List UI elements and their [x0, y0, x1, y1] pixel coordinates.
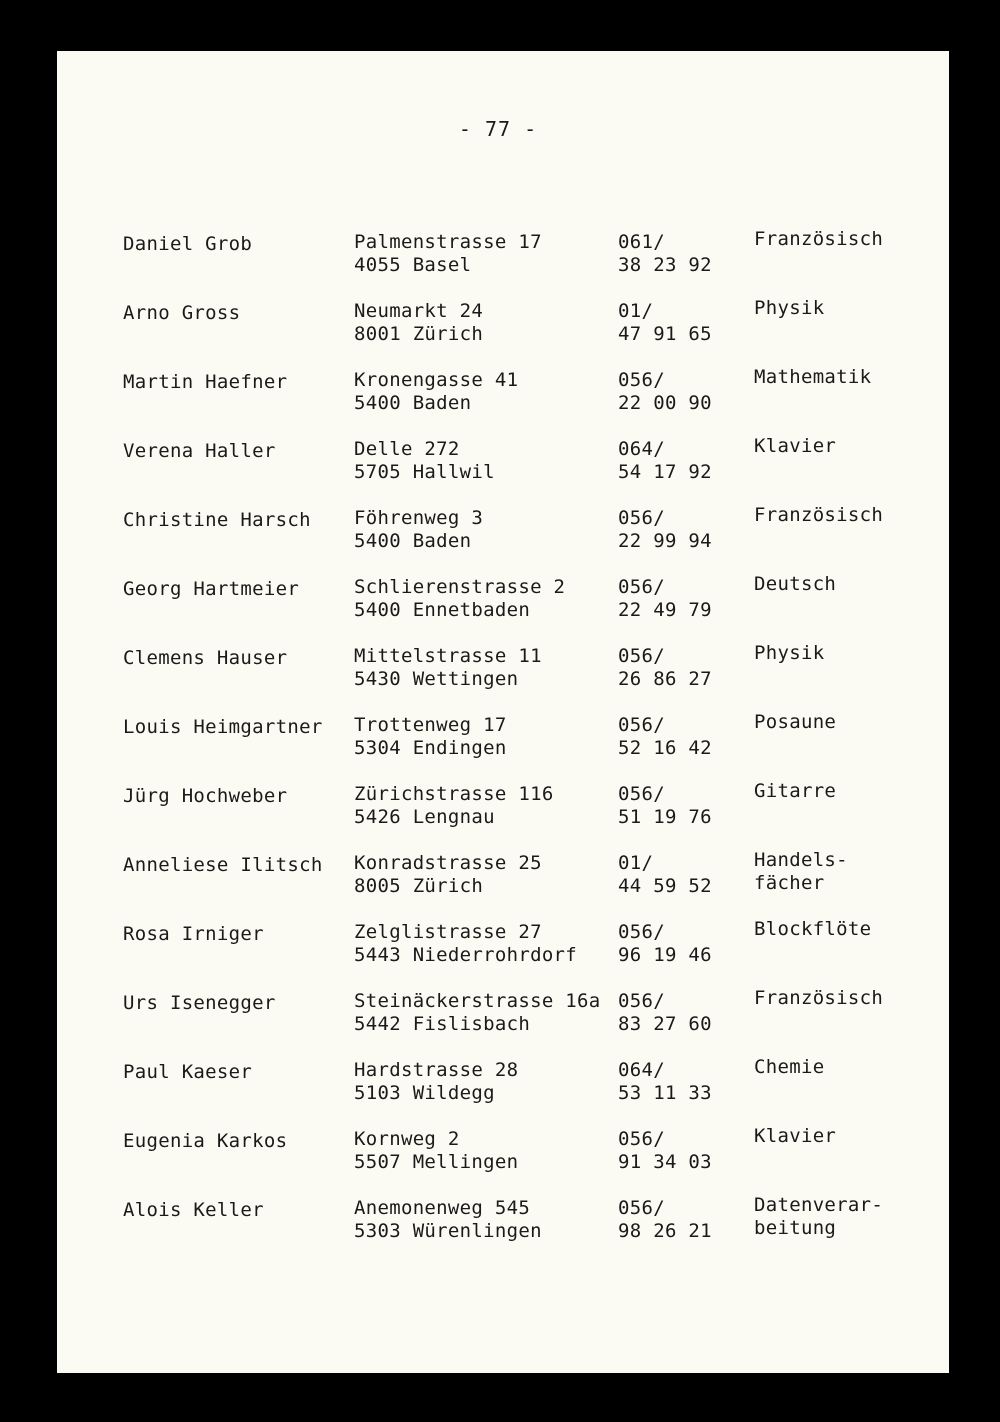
entry-name: Anneliese Ilitsch	[123, 854, 323, 876]
entry-street: Delle 272	[354, 438, 460, 460]
entry-city: 4055 Basel	[354, 254, 472, 276]
entry-street: Kronengasse 41	[354, 369, 519, 391]
entry-area-code: 01/	[618, 852, 654, 874]
entry-street: Föhrenweg 3	[354, 507, 484, 529]
entry-city: 5507 Mellingen	[354, 1151, 519, 1173]
entry-city: 8005 Zürich	[354, 875, 484, 897]
entry-subject: Klavier	[754, 1125, 837, 1147]
entry-name: Martin Haefner	[123, 371, 288, 393]
entry-area-code: 064/	[618, 1059, 665, 1081]
entry-phone: 51 19 76	[618, 806, 712, 828]
entry-area-code: 056/	[618, 1128, 665, 1150]
entry-name: Paul Kaeser	[123, 1061, 253, 1083]
directory-entry	[123, 365, 923, 434]
entry-city: 5400 Ennetbaden	[354, 599, 531, 621]
entry-area-code: 056/	[618, 1197, 665, 1219]
entry-phone: 54 17 92	[618, 461, 712, 483]
entry-phone: 53 11 33	[618, 1082, 712, 1104]
entry-subject: Blockflöte	[754, 918, 872, 940]
entry-city: 5705 Hallwil	[354, 461, 495, 483]
page-number: - 77 -	[458, 117, 538, 141]
entry-street: Zürichstrasse 116	[354, 783, 554, 805]
entry-area-code: 056/	[618, 576, 665, 598]
entry-phone: 47 91 65	[618, 323, 712, 345]
entry-phone: 91 34 03	[618, 1151, 712, 1173]
entry-name: Louis Heimgartner	[123, 716, 323, 738]
entry-phone: 22 00 90	[618, 392, 712, 414]
directory-entry	[123, 917, 923, 986]
directory-entry	[123, 710, 923, 779]
entry-phone: 22 99 94	[618, 530, 712, 552]
entry-area-code: 056/	[618, 369, 665, 391]
entry-area-code: 061/	[618, 231, 665, 253]
entry-area-code: 056/	[618, 645, 665, 667]
entry-phone: 98 26 21	[618, 1220, 712, 1242]
entry-area-code: 056/	[618, 921, 665, 943]
entry-street: Anemonenweg 545	[354, 1197, 531, 1219]
entry-street: Konradstrasse 25	[354, 852, 542, 874]
entry-name: Urs Isenegger	[123, 992, 276, 1014]
document-page	[57, 51, 949, 1373]
entry-phone: 83 27 60	[618, 1013, 712, 1035]
entry-street: Steinäckerstrasse 16a	[354, 990, 601, 1012]
entry-subject: Französisch	[754, 987, 884, 1009]
entry-street: Kornweg 2	[354, 1128, 460, 1150]
entry-area-code: 056/	[618, 507, 665, 529]
entry-name: Eugenia Karkos	[123, 1130, 288, 1152]
entry-city: 8001 Zürich	[354, 323, 484, 345]
entry-subject: Mathematik	[754, 366, 872, 388]
entry-name: Georg Hartmeier	[123, 578, 300, 600]
entry-subject: Gitarre	[754, 780, 837, 802]
entry-subject: Physik	[754, 642, 825, 664]
entry-city: 5103 Wildegg	[354, 1082, 495, 1104]
directory-entry	[123, 296, 923, 365]
entry-name: Daniel Grob	[123, 233, 253, 255]
entry-subject: Physik	[754, 297, 825, 319]
entry-subject: Handels-	[754, 849, 848, 871]
entry-street: Hardstrasse 28	[354, 1059, 519, 1081]
directory-list	[123, 227, 923, 1262]
directory-entry	[123, 1124, 923, 1193]
entry-street: Zelglistrasse 27	[354, 921, 542, 943]
entry-subject: Chemie	[754, 1056, 825, 1078]
entry-area-code: 056/	[618, 714, 665, 736]
entry-subject: Französisch	[754, 228, 884, 250]
directory-entry	[123, 227, 923, 296]
entry-city: 5442 Fislisbach	[354, 1013, 531, 1035]
entry-phone: 44 59 52	[618, 875, 712, 897]
entry-city: 5430 Wettingen	[354, 668, 519, 690]
directory-entry	[123, 641, 923, 710]
entry-street: Trottenweg 17	[354, 714, 507, 736]
entry-subject: Französisch	[754, 504, 884, 526]
directory-entry	[123, 503, 923, 572]
entry-street: Palmenstrasse 17	[354, 231, 542, 253]
entry-city: 5303 Würenlingen	[354, 1220, 542, 1242]
entry-phone: 26 86 27	[618, 668, 712, 690]
entry-phone: 52 16 42	[618, 737, 712, 759]
entry-name: Verena Haller	[123, 440, 276, 462]
entry-subject-line2: fächer	[754, 872, 825, 894]
entry-phone: 38 23 92	[618, 254, 712, 276]
entry-name: Alois Keller	[123, 1199, 264, 1221]
entry-street: Mittelstrasse 11	[354, 645, 542, 667]
entry-street: Neumarkt 24	[354, 300, 484, 322]
entry-city: 5400 Baden	[354, 530, 472, 552]
entry-subject-line2: beitung	[754, 1217, 837, 1239]
entry-area-code: 056/	[618, 990, 665, 1012]
entry-name: Clemens Hauser	[123, 647, 288, 669]
entry-city: 5304 Endingen	[354, 737, 507, 759]
entry-name: Arno Gross	[123, 302, 241, 324]
entry-name: Jürg Hochweber	[123, 785, 288, 807]
entry-subject: Datenverar-	[754, 1194, 884, 1216]
entry-phone: 96 19 46	[618, 944, 712, 966]
directory-entry	[123, 1055, 923, 1124]
directory-entry	[123, 434, 923, 503]
entry-street: Schlierenstrasse 2	[354, 576, 566, 598]
entry-city: 5426 Lengnau	[354, 806, 495, 828]
entry-area-code: 064/	[618, 438, 665, 460]
directory-entry	[123, 572, 923, 641]
entry-city: 5443 Niederrohrdorf	[354, 944, 578, 966]
directory-entry	[123, 848, 923, 917]
entry-area-code: 01/	[618, 300, 654, 322]
directory-entry	[123, 986, 923, 1055]
entry-phone: 22 49 79	[618, 599, 712, 621]
entry-name: Rosa Irniger	[123, 923, 264, 945]
entry-city: 5400 Baden	[354, 392, 472, 414]
entry-name: Christine Harsch	[123, 509, 311, 531]
entry-area-code: 056/	[618, 783, 665, 805]
entry-subject: Posaune	[754, 711, 837, 733]
directory-entry	[123, 779, 923, 848]
entry-subject: Deutsch	[754, 573, 837, 595]
entry-subject: Klavier	[754, 435, 837, 457]
directory-entry	[123, 1193, 923, 1262]
